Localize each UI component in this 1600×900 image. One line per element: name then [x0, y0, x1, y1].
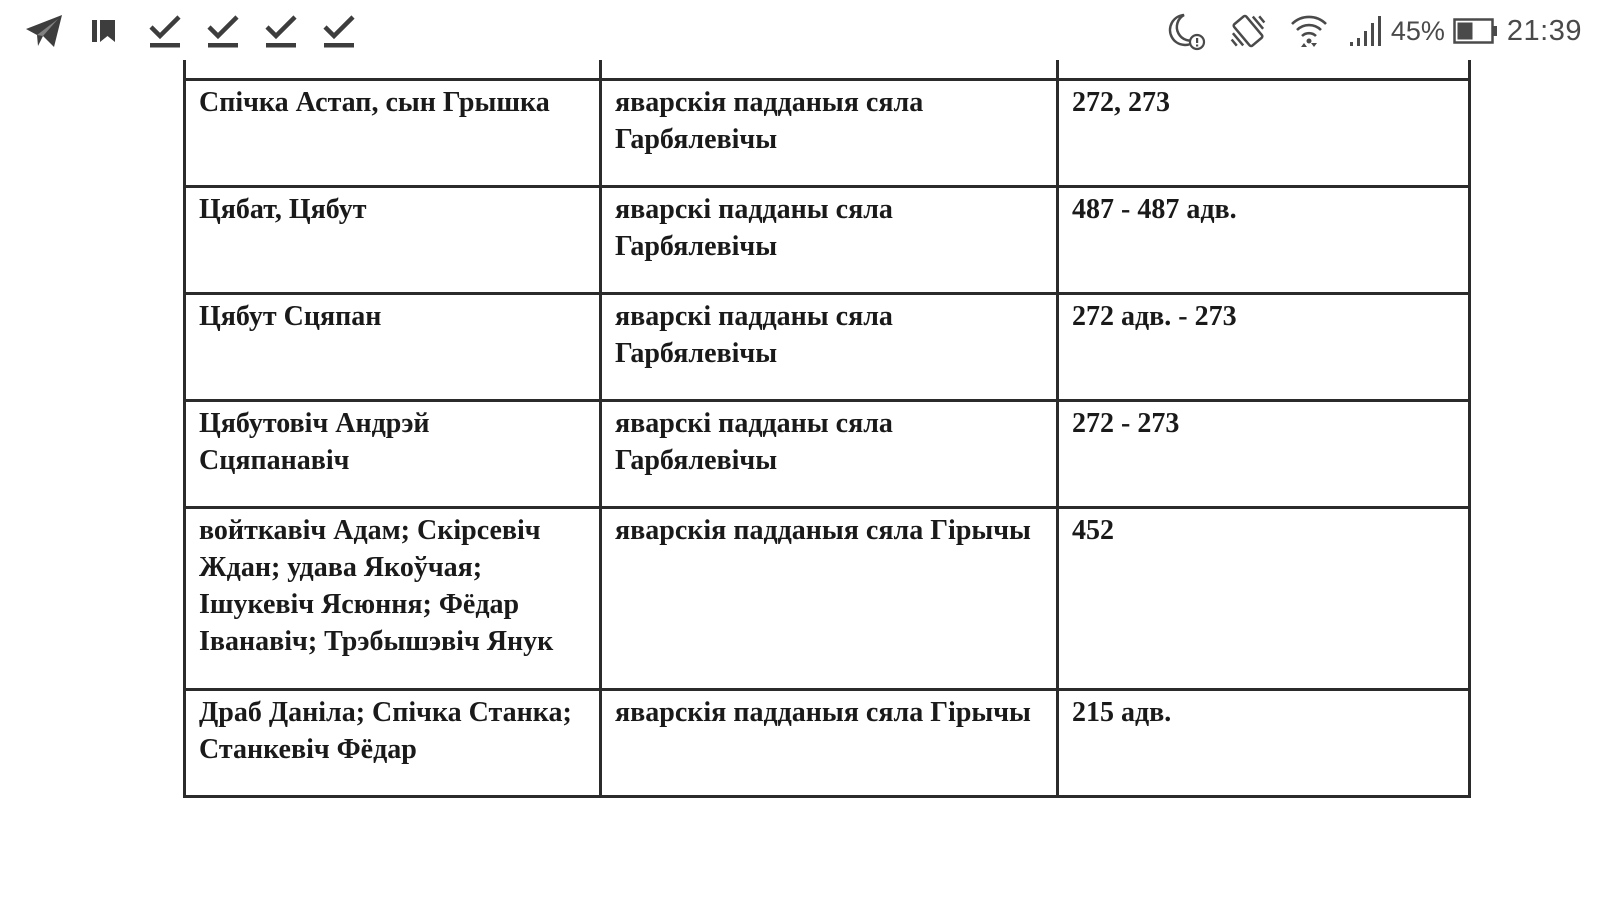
vibrate-icon — [1227, 11, 1269, 51]
cell-status: яварскія падданыя сяла Гірычы — [601, 508, 1058, 690]
cell-pages: 272 адв. - 273 — [1058, 294, 1470, 401]
table-cell — [185, 60, 601, 80]
check-icon — [322, 13, 356, 49]
do-not-disturb-moon-icon — [1167, 11, 1207, 51]
cell-name: Цябут Сцяпан — [185, 294, 601, 401]
notification-icons — [24, 10, 380, 52]
cell-pages: 215 адв. — [1058, 690, 1470, 797]
table-row — [185, 401, 1470, 508]
system-status-icons — [1147, 10, 1582, 52]
cell-name: войткавіч Адам; Скірсевіч Ждан; удава Якоўчая; Ішукевіч Ясюння; Фёдар Іванавіч; Трэбышэвіч Янук — [185, 508, 601, 690]
cell-pages: 452 — [1058, 508, 1470, 690]
telegram-icon — [24, 13, 64, 49]
clock: 21:39 — [1506, 14, 1582, 47]
status-bar — [0, 0, 1600, 62]
check-icon — [264, 13, 298, 49]
check-icon — [148, 13, 182, 49]
bookmarks-icon — [90, 17, 118, 45]
cell-pages: 272 - 273 — [1058, 401, 1470, 508]
document-table — [183, 60, 1471, 798]
cell-name: Цябутовіч Андрэй Сцяпанавіч — [185, 401, 601, 508]
cell-name: Драб Даніла; Спічка Станка; Станкевіч Фёдар — [185, 690, 601, 797]
check-icon — [206, 13, 240, 49]
table-cell — [601, 60, 1058, 80]
cell-status: яварскі падданы сяла Гарбялевічы — [601, 187, 1058, 294]
wifi-icon — [1289, 11, 1329, 51]
battery-icon — [1453, 17, 1499, 45]
table-row-partial — [185, 60, 1470, 80]
cell-pages: 272, 273 — [1058, 80, 1470, 187]
table-row — [185, 294, 1470, 401]
cell-status: яварскі падданы сяла Гарбялевічы — [601, 401, 1058, 508]
signal-bars-icon — [1349, 14, 1385, 48]
cell-status: яварскі падданы сяла Гарбялевічы — [601, 294, 1058, 401]
table-row — [185, 80, 1470, 187]
table-row — [185, 508, 1470, 690]
table-row — [185, 187, 1470, 294]
cell-status: яварскія падданыя сяла Гарбялевічы — [601, 80, 1058, 187]
table-cell — [1058, 60, 1470, 80]
cell-status: яварскія падданыя сяла Гірычы — [601, 690, 1058, 797]
table-row — [185, 690, 1470, 797]
cell-name: Спічка Астап, сын Грышка — [185, 80, 601, 187]
battery-percent: 45% — [1390, 15, 1445, 46]
cell-pages: 487 - 487 адв. — [1058, 187, 1470, 294]
cell-name: Цябат, Цябут — [185, 187, 601, 294]
